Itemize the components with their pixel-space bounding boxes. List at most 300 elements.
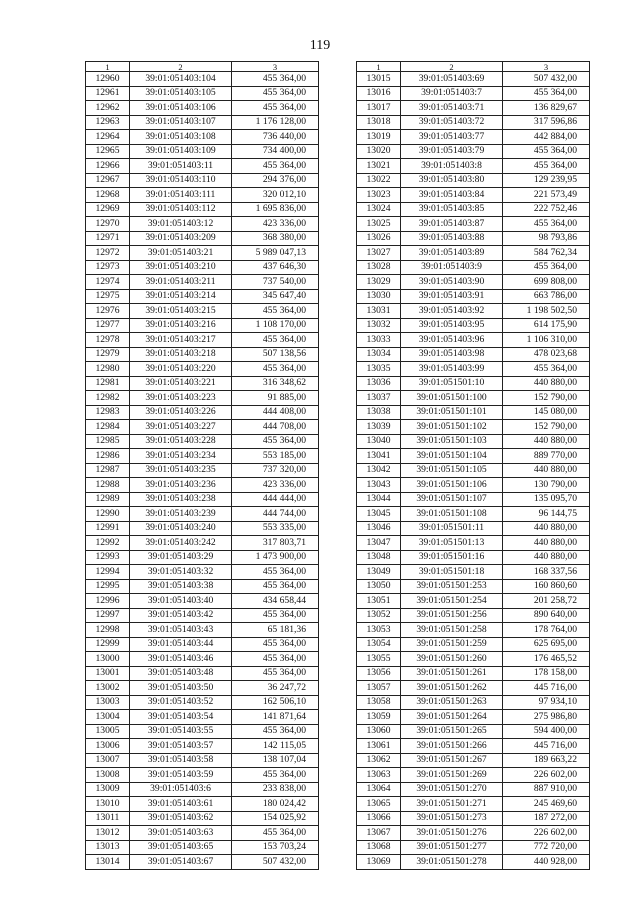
value-cell: 478 023,68 xyxy=(503,347,590,362)
cadastral-number-cell: 39:01:051403:58 xyxy=(130,753,232,768)
value-cell: 890 640,00 xyxy=(503,608,590,623)
cadastral-number-cell: 39:01:051403:235 xyxy=(130,463,232,478)
row-number-cell: 12966 xyxy=(86,159,130,174)
cadastral-number-cell: 39:01:051403:21 xyxy=(130,246,232,261)
cadastral-number-cell: 39:01:051403:32 xyxy=(130,565,232,580)
cadastral-number-cell: 39:01:051403:210 xyxy=(130,260,232,275)
row-number-cell: 12969 xyxy=(86,202,130,217)
row-number-cell: 13037 xyxy=(357,391,401,406)
cadastral-number-cell: 39:01:051403:40 xyxy=(130,594,232,609)
value-cell: 180 024,42 xyxy=(232,797,319,812)
value-cell: 178 158,00 xyxy=(503,666,590,681)
cadastral-number-cell: 39:01:051403:209 xyxy=(130,231,232,246)
table-row xyxy=(86,724,319,739)
header-cell-1: 1 xyxy=(86,62,130,72)
value-cell: 154 025,92 xyxy=(232,811,319,826)
value-cell: 444 708,00 xyxy=(232,420,319,435)
table-row xyxy=(357,594,590,609)
value-cell: 455 364,00 xyxy=(232,724,319,739)
cadastral-number-cell: 39:01:051403:228 xyxy=(130,434,232,449)
cadastral-number-cell: 39:01:051403:59 xyxy=(130,768,232,783)
table-row xyxy=(86,492,319,507)
value-cell: 737 320,00 xyxy=(232,463,319,478)
cadastral-number-cell: 39:01:051501:261 xyxy=(401,666,503,681)
row-number-cell: 13023 xyxy=(357,188,401,203)
value-cell: 189 663,22 xyxy=(503,753,590,768)
row-number-cell: 13024 xyxy=(357,202,401,217)
value-cell: 1 108 170,00 xyxy=(232,318,319,333)
cadastral-number-cell: 39:01:051403:50 xyxy=(130,681,232,696)
row-number-cell: 12984 xyxy=(86,420,130,435)
table-row xyxy=(357,159,590,174)
cadastral-number-cell: 39:01:051403:220 xyxy=(130,362,232,377)
table-row xyxy=(86,840,319,855)
table-row xyxy=(357,521,590,536)
row-number-cell: 13010 xyxy=(86,797,130,812)
row-number-cell: 13019 xyxy=(357,130,401,145)
value-cell: 442 884,00 xyxy=(503,130,590,145)
cadastral-number-cell: 39:01:051403:65 xyxy=(130,840,232,855)
value-cell: 168 337,56 xyxy=(503,565,590,580)
row-number-cell: 13036 xyxy=(357,376,401,391)
table-row xyxy=(86,463,319,478)
table-row xyxy=(357,101,590,116)
table-row xyxy=(357,797,590,812)
row-number-cell: 13040 xyxy=(357,434,401,449)
row-number-cell: 12981 xyxy=(86,376,130,391)
table-row xyxy=(86,188,319,203)
cadastral-number-cell: 39:01:051501:263 xyxy=(401,695,503,710)
row-number-cell: 13000 xyxy=(86,652,130,667)
row-number-cell: 13003 xyxy=(86,695,130,710)
cadastral-number-cell: 39:01:051501:253 xyxy=(401,579,503,594)
value-cell: 584 762,34 xyxy=(503,246,590,261)
row-number-cell: 13014 xyxy=(86,855,130,870)
row-number-cell: 13008 xyxy=(86,768,130,783)
cadastral-number-cell: 39:01:051501:276 xyxy=(401,826,503,841)
header-cell-3: 3 xyxy=(232,62,319,72)
table-row xyxy=(357,550,590,565)
table-row xyxy=(86,623,319,638)
row-number-cell: 13066 xyxy=(357,811,401,826)
cadastral-number-cell: 39:01:051403:211 xyxy=(130,275,232,290)
table-row xyxy=(86,855,319,870)
row-number-cell: 13067 xyxy=(357,826,401,841)
table-row xyxy=(357,666,590,681)
cadastral-number-cell: 39:01:051403:239 xyxy=(130,507,232,522)
row-number-cell: 13042 xyxy=(357,463,401,478)
value-cell: 96 144,75 xyxy=(503,507,590,522)
cadastral-number-cell: 39:01:051403:223 xyxy=(130,391,232,406)
value-cell: 455 364,00 xyxy=(232,565,319,580)
row-number-cell: 12977 xyxy=(86,318,130,333)
table-row xyxy=(86,608,319,623)
value-cell: 130 790,00 xyxy=(503,478,590,493)
row-number-cell: 13031 xyxy=(357,304,401,319)
row-number-cell: 12985 xyxy=(86,434,130,449)
table-row xyxy=(357,347,590,362)
value-cell: 1 106 310,00 xyxy=(503,333,590,348)
cadastral-number-cell: 39:01:051501:107 xyxy=(401,492,503,507)
value-cell: 736 440,00 xyxy=(232,130,319,145)
row-number-cell: 13063 xyxy=(357,768,401,783)
table-row xyxy=(86,739,319,754)
value-cell: 507 432,00 xyxy=(503,72,590,87)
cadastral-number-cell: 39:01:051501:106 xyxy=(401,478,503,493)
table-row xyxy=(86,318,319,333)
table-row xyxy=(86,449,319,464)
cadastral-number-cell: 39:01:051501:102 xyxy=(401,420,503,435)
row-number-cell: 12970 xyxy=(86,217,130,232)
header-cell-3: 3 xyxy=(503,62,590,72)
cadastral-number-cell: 39:01:051403:54 xyxy=(130,710,232,725)
value-cell: 221 573,49 xyxy=(503,188,590,203)
value-cell: 141 871,64 xyxy=(232,710,319,725)
row-number-cell: 13057 xyxy=(357,681,401,696)
value-cell: 455 364,00 xyxy=(232,304,319,319)
cadastral-number-cell: 39:01:051403:90 xyxy=(401,275,503,290)
value-cell: 36 247,72 xyxy=(232,681,319,696)
value-cell: 455 364,00 xyxy=(232,652,319,667)
cadastral-number-cell: 39:01:051501:277 xyxy=(401,840,503,855)
value-cell: 455 364,00 xyxy=(232,72,319,87)
row-number-cell: 13012 xyxy=(86,826,130,841)
cadastral-number-cell: 39:01:051403:80 xyxy=(401,173,503,188)
row-number-cell: 12992 xyxy=(86,536,130,551)
value-cell: 594 400,00 xyxy=(503,724,590,739)
cadastral-number-cell: 39:01:051403:63 xyxy=(130,826,232,841)
value-cell: 317 803,71 xyxy=(232,536,319,551)
value-cell: 440 880,00 xyxy=(503,550,590,565)
table-row xyxy=(86,420,319,435)
row-number-cell: 13015 xyxy=(357,72,401,87)
value-cell: 507 432,00 xyxy=(232,855,319,870)
value-cell: 455 364,00 xyxy=(503,86,590,101)
value-cell: 162 506,10 xyxy=(232,695,319,710)
cadastral-number-cell: 39:01:051403:12 xyxy=(130,217,232,232)
row-number-cell: 12962 xyxy=(86,101,130,116)
row-number-cell: 13062 xyxy=(357,753,401,768)
table-row xyxy=(86,782,319,797)
row-number-cell: 12973 xyxy=(86,260,130,275)
cadastral-number-cell: 39:01:051403:108 xyxy=(130,130,232,145)
table-row xyxy=(86,434,319,449)
row-number-cell: 12997 xyxy=(86,608,130,623)
row-number-cell: 12996 xyxy=(86,594,130,609)
value-cell: 444 444,00 xyxy=(232,492,319,507)
row-number-cell: 13049 xyxy=(357,565,401,580)
table-row xyxy=(357,86,590,101)
value-cell: 455 364,00 xyxy=(232,637,319,652)
value-cell: 222 752,46 xyxy=(503,202,590,217)
row-number-cell: 12972 xyxy=(86,246,130,261)
table-row xyxy=(86,797,319,812)
row-number-cell: 13051 xyxy=(357,594,401,609)
table-row xyxy=(357,275,590,290)
row-number-cell: 13013 xyxy=(86,840,130,855)
table-row xyxy=(357,608,590,623)
value-cell: 445 716,00 xyxy=(503,739,590,754)
table-row xyxy=(357,739,590,754)
cadastral-number-cell: 39:01:051501:259 xyxy=(401,637,503,652)
row-number-cell: 13022 xyxy=(357,173,401,188)
cadastral-number-cell: 39:01:051403:7 xyxy=(401,86,503,101)
value-cell: 455 364,00 xyxy=(232,86,319,101)
row-number-cell: 13068 xyxy=(357,840,401,855)
value-cell: 455 364,00 xyxy=(503,362,590,377)
table-row xyxy=(86,695,319,710)
row-number-cell: 13032 xyxy=(357,318,401,333)
cadastral-number-cell: 39:01:051403:67 xyxy=(130,855,232,870)
table-row xyxy=(86,289,319,304)
row-number-cell: 13018 xyxy=(357,115,401,130)
cadastral-number-cell: 39:01:051403:106 xyxy=(130,101,232,116)
cadastral-number-cell: 39:01:051403:72 xyxy=(401,115,503,130)
table-row xyxy=(86,333,319,348)
cadastral-number-cell: 39:01:051501:104 xyxy=(401,449,503,464)
value-cell: 1 176 128,00 xyxy=(232,115,319,130)
table-row xyxy=(86,217,319,232)
value-cell: 135 095,70 xyxy=(503,492,590,507)
cadastral-number-cell: 39:01:051501:270 xyxy=(401,782,503,797)
value-cell: 440 928,00 xyxy=(503,855,590,870)
table-row xyxy=(86,594,319,609)
table-row xyxy=(357,217,590,232)
table-row xyxy=(357,579,590,594)
value-cell: 153 703,24 xyxy=(232,840,319,855)
value-cell: 145 080,00 xyxy=(503,405,590,420)
value-cell: 129 239,95 xyxy=(503,173,590,188)
table-row xyxy=(86,260,319,275)
cadastral-number-cell: 39:01:051403:92 xyxy=(401,304,503,319)
cadastral-number-cell: 39:01:051403:240 xyxy=(130,521,232,536)
row-number-cell: 13059 xyxy=(357,710,401,725)
cadastral-number-cell: 39:01:051403:221 xyxy=(130,376,232,391)
value-cell: 226 602,00 xyxy=(503,826,590,841)
cadastral-number-cell: 39:01:051501:267 xyxy=(401,753,503,768)
table-row xyxy=(86,565,319,580)
cadastral-number-cell: 39:01:051403:29 xyxy=(130,550,232,565)
row-number-cell: 13047 xyxy=(357,536,401,551)
header-cell-1: 1 xyxy=(357,62,401,72)
row-number-cell: 12979 xyxy=(86,347,130,362)
cadastral-number-cell: 39:01:051403:236 xyxy=(130,478,232,493)
cadastral-number-cell: 39:01:051501:11 xyxy=(401,521,503,536)
cadastral-number-cell: 39:01:051403:84 xyxy=(401,188,503,203)
value-cell: 455 364,00 xyxy=(232,159,319,174)
cadastral-number-cell: 39:01:051501:254 xyxy=(401,594,503,609)
cadastral-number-cell: 39:01:051403:217 xyxy=(130,333,232,348)
cadastral-number-cell: 39:01:051403:55 xyxy=(130,724,232,739)
row-number-cell: 13001 xyxy=(86,666,130,681)
table-row xyxy=(357,463,590,478)
table-row xyxy=(357,478,590,493)
value-cell: 294 376,00 xyxy=(232,173,319,188)
cadastral-number-cell: 39:01:051403:227 xyxy=(130,420,232,435)
value-cell: 187 272,00 xyxy=(503,811,590,826)
row-number-cell: 12995 xyxy=(86,579,130,594)
table-row xyxy=(86,550,319,565)
table-row xyxy=(357,173,590,188)
row-number-cell: 13007 xyxy=(86,753,130,768)
row-number-cell: 13058 xyxy=(357,695,401,710)
row-number-cell: 13056 xyxy=(357,666,401,681)
cadastral-number-cell: 39:01:051501:262 xyxy=(401,681,503,696)
value-cell: 455 364,00 xyxy=(232,101,319,116)
cadastral-number-cell: 39:01:051403:226 xyxy=(130,405,232,420)
cadastral-number-cell: 39:01:051403:48 xyxy=(130,666,232,681)
row-number-cell: 12960 xyxy=(86,72,130,87)
row-number-cell: 13033 xyxy=(357,333,401,348)
row-number-cell: 13055 xyxy=(357,652,401,667)
cadastral-number-cell: 39:01:051403:218 xyxy=(130,347,232,362)
cadastral-number-cell: 39:01:051501:266 xyxy=(401,739,503,754)
value-cell: 455 364,00 xyxy=(503,144,590,159)
cadastral-number-cell: 39:01:051403:44 xyxy=(130,637,232,652)
value-cell: 98 793,86 xyxy=(503,231,590,246)
table-row xyxy=(357,144,590,159)
cadastral-number-cell: 39:01:051501:105 xyxy=(401,463,503,478)
cadastral-table-right xyxy=(356,61,590,870)
row-number-cell: 13043 xyxy=(357,478,401,493)
cadastral-number-cell: 39:01:051403:61 xyxy=(130,797,232,812)
row-number-cell: 13027 xyxy=(357,246,401,261)
table-row xyxy=(86,579,319,594)
value-cell: 444 408,00 xyxy=(232,405,319,420)
row-number-cell: 13020 xyxy=(357,144,401,159)
value-cell: 176 465,52 xyxy=(503,652,590,667)
row-number-cell: 12983 xyxy=(86,405,130,420)
row-number-cell: 13052 xyxy=(357,608,401,623)
value-cell: 226 602,00 xyxy=(503,768,590,783)
cadastral-number-cell: 39:01:051403:98 xyxy=(401,347,503,362)
row-number-cell: 13002 xyxy=(86,681,130,696)
value-cell: 5 989 047,13 xyxy=(232,246,319,261)
table-row xyxy=(357,420,590,435)
value-cell: 553 335,00 xyxy=(232,521,319,536)
table-row xyxy=(357,289,590,304)
value-cell: 97 934,10 xyxy=(503,695,590,710)
cadastral-number-cell: 39:01:051501:269 xyxy=(401,768,503,783)
row-number-cell: 12990 xyxy=(86,507,130,522)
cadastral-number-cell: 39:01:051501:100 xyxy=(401,391,503,406)
table-header-row xyxy=(357,62,590,72)
table-row xyxy=(357,333,590,348)
value-cell: 553 185,00 xyxy=(232,449,319,464)
table-row xyxy=(86,362,319,377)
table-row xyxy=(86,72,319,87)
cadastral-number-cell: 39:01:051403:87 xyxy=(401,217,503,232)
value-cell: 455 364,00 xyxy=(503,217,590,232)
value-cell: 699 808,00 xyxy=(503,275,590,290)
value-cell: 136 829,67 xyxy=(503,101,590,116)
table-row xyxy=(86,347,319,362)
row-number-cell: 12963 xyxy=(86,115,130,130)
value-cell: 152 790,00 xyxy=(503,391,590,406)
value-cell: 1 473 900,00 xyxy=(232,550,319,565)
row-number-cell: 13044 xyxy=(357,492,401,507)
table-row xyxy=(357,246,590,261)
value-cell: 160 860,60 xyxy=(503,579,590,594)
cadastral-number-cell: 39:01:051403:42 xyxy=(130,608,232,623)
cadastral-number-cell: 39:01:051501:16 xyxy=(401,550,503,565)
row-number-cell: 12986 xyxy=(86,449,130,464)
table-row xyxy=(86,652,319,667)
table-row xyxy=(357,72,590,87)
value-cell: 440 880,00 xyxy=(503,463,590,478)
row-number-cell: 13035 xyxy=(357,362,401,377)
table-row xyxy=(357,449,590,464)
cadastral-number-cell: 39:01:051501:101 xyxy=(401,405,503,420)
value-cell: 445 716,00 xyxy=(503,681,590,696)
table-header-row xyxy=(86,62,319,72)
row-number-cell: 12982 xyxy=(86,391,130,406)
cadastral-number-cell: 39:01:051501:264 xyxy=(401,710,503,725)
cadastral-number-cell: 39:01:051501:271 xyxy=(401,797,503,812)
table-row xyxy=(357,826,590,841)
cadastral-number-cell: 39:01:051403:112 xyxy=(130,202,232,217)
table-row xyxy=(86,521,319,536)
value-cell: 201 258,72 xyxy=(503,594,590,609)
table-row xyxy=(86,144,319,159)
cadastral-number-cell: 39:01:051403:85 xyxy=(401,202,503,217)
value-cell: 316 348,62 xyxy=(232,376,319,391)
value-cell: 423 336,00 xyxy=(232,478,319,493)
table-row xyxy=(86,101,319,116)
table-row xyxy=(86,826,319,841)
table-row xyxy=(357,768,590,783)
cadastral-number-cell: 39:01:051501:273 xyxy=(401,811,503,826)
row-number-cell: 13038 xyxy=(357,405,401,420)
value-cell: 440 880,00 xyxy=(503,376,590,391)
row-number-cell: 12965 xyxy=(86,144,130,159)
table-row xyxy=(86,507,319,522)
row-number-cell: 13065 xyxy=(357,797,401,812)
cadastral-number-cell: 39:01:051403:111 xyxy=(130,188,232,203)
value-cell: 275 986,80 xyxy=(503,710,590,725)
cadastral-number-cell: 39:01:051403:107 xyxy=(130,115,232,130)
table-row xyxy=(86,710,319,725)
header-cell-2: 2 xyxy=(401,62,503,72)
table-row xyxy=(357,536,590,551)
table-row xyxy=(86,811,319,826)
cadastral-number-cell: 39:01:051403:234 xyxy=(130,449,232,464)
value-cell: 772 720,00 xyxy=(503,840,590,855)
value-cell: 887 910,00 xyxy=(503,782,590,797)
row-number-cell: 12998 xyxy=(86,623,130,638)
cadastral-number-cell: 39:01:051501:258 xyxy=(401,623,503,638)
table-row xyxy=(357,840,590,855)
row-number-cell: 12994 xyxy=(86,565,130,580)
table-row xyxy=(86,376,319,391)
table-row xyxy=(86,304,319,319)
row-number-cell: 13069 xyxy=(357,855,401,870)
value-cell: 455 364,00 xyxy=(232,608,319,623)
table-row xyxy=(357,623,590,638)
row-number-cell: 12978 xyxy=(86,333,130,348)
cadastral-number-cell: 39:01:051403:46 xyxy=(130,652,232,667)
row-number-cell: 13039 xyxy=(357,420,401,435)
value-cell: 737 540,00 xyxy=(232,275,319,290)
row-number-cell: 13030 xyxy=(357,289,401,304)
cadastral-number-cell: 39:01:051403:99 xyxy=(401,362,503,377)
row-number-cell: 13060 xyxy=(357,724,401,739)
table-row xyxy=(357,782,590,797)
value-cell: 320 012,10 xyxy=(232,188,319,203)
row-number-cell: 13045 xyxy=(357,507,401,522)
table-row xyxy=(86,173,319,188)
value-cell: 889 770,00 xyxy=(503,449,590,464)
